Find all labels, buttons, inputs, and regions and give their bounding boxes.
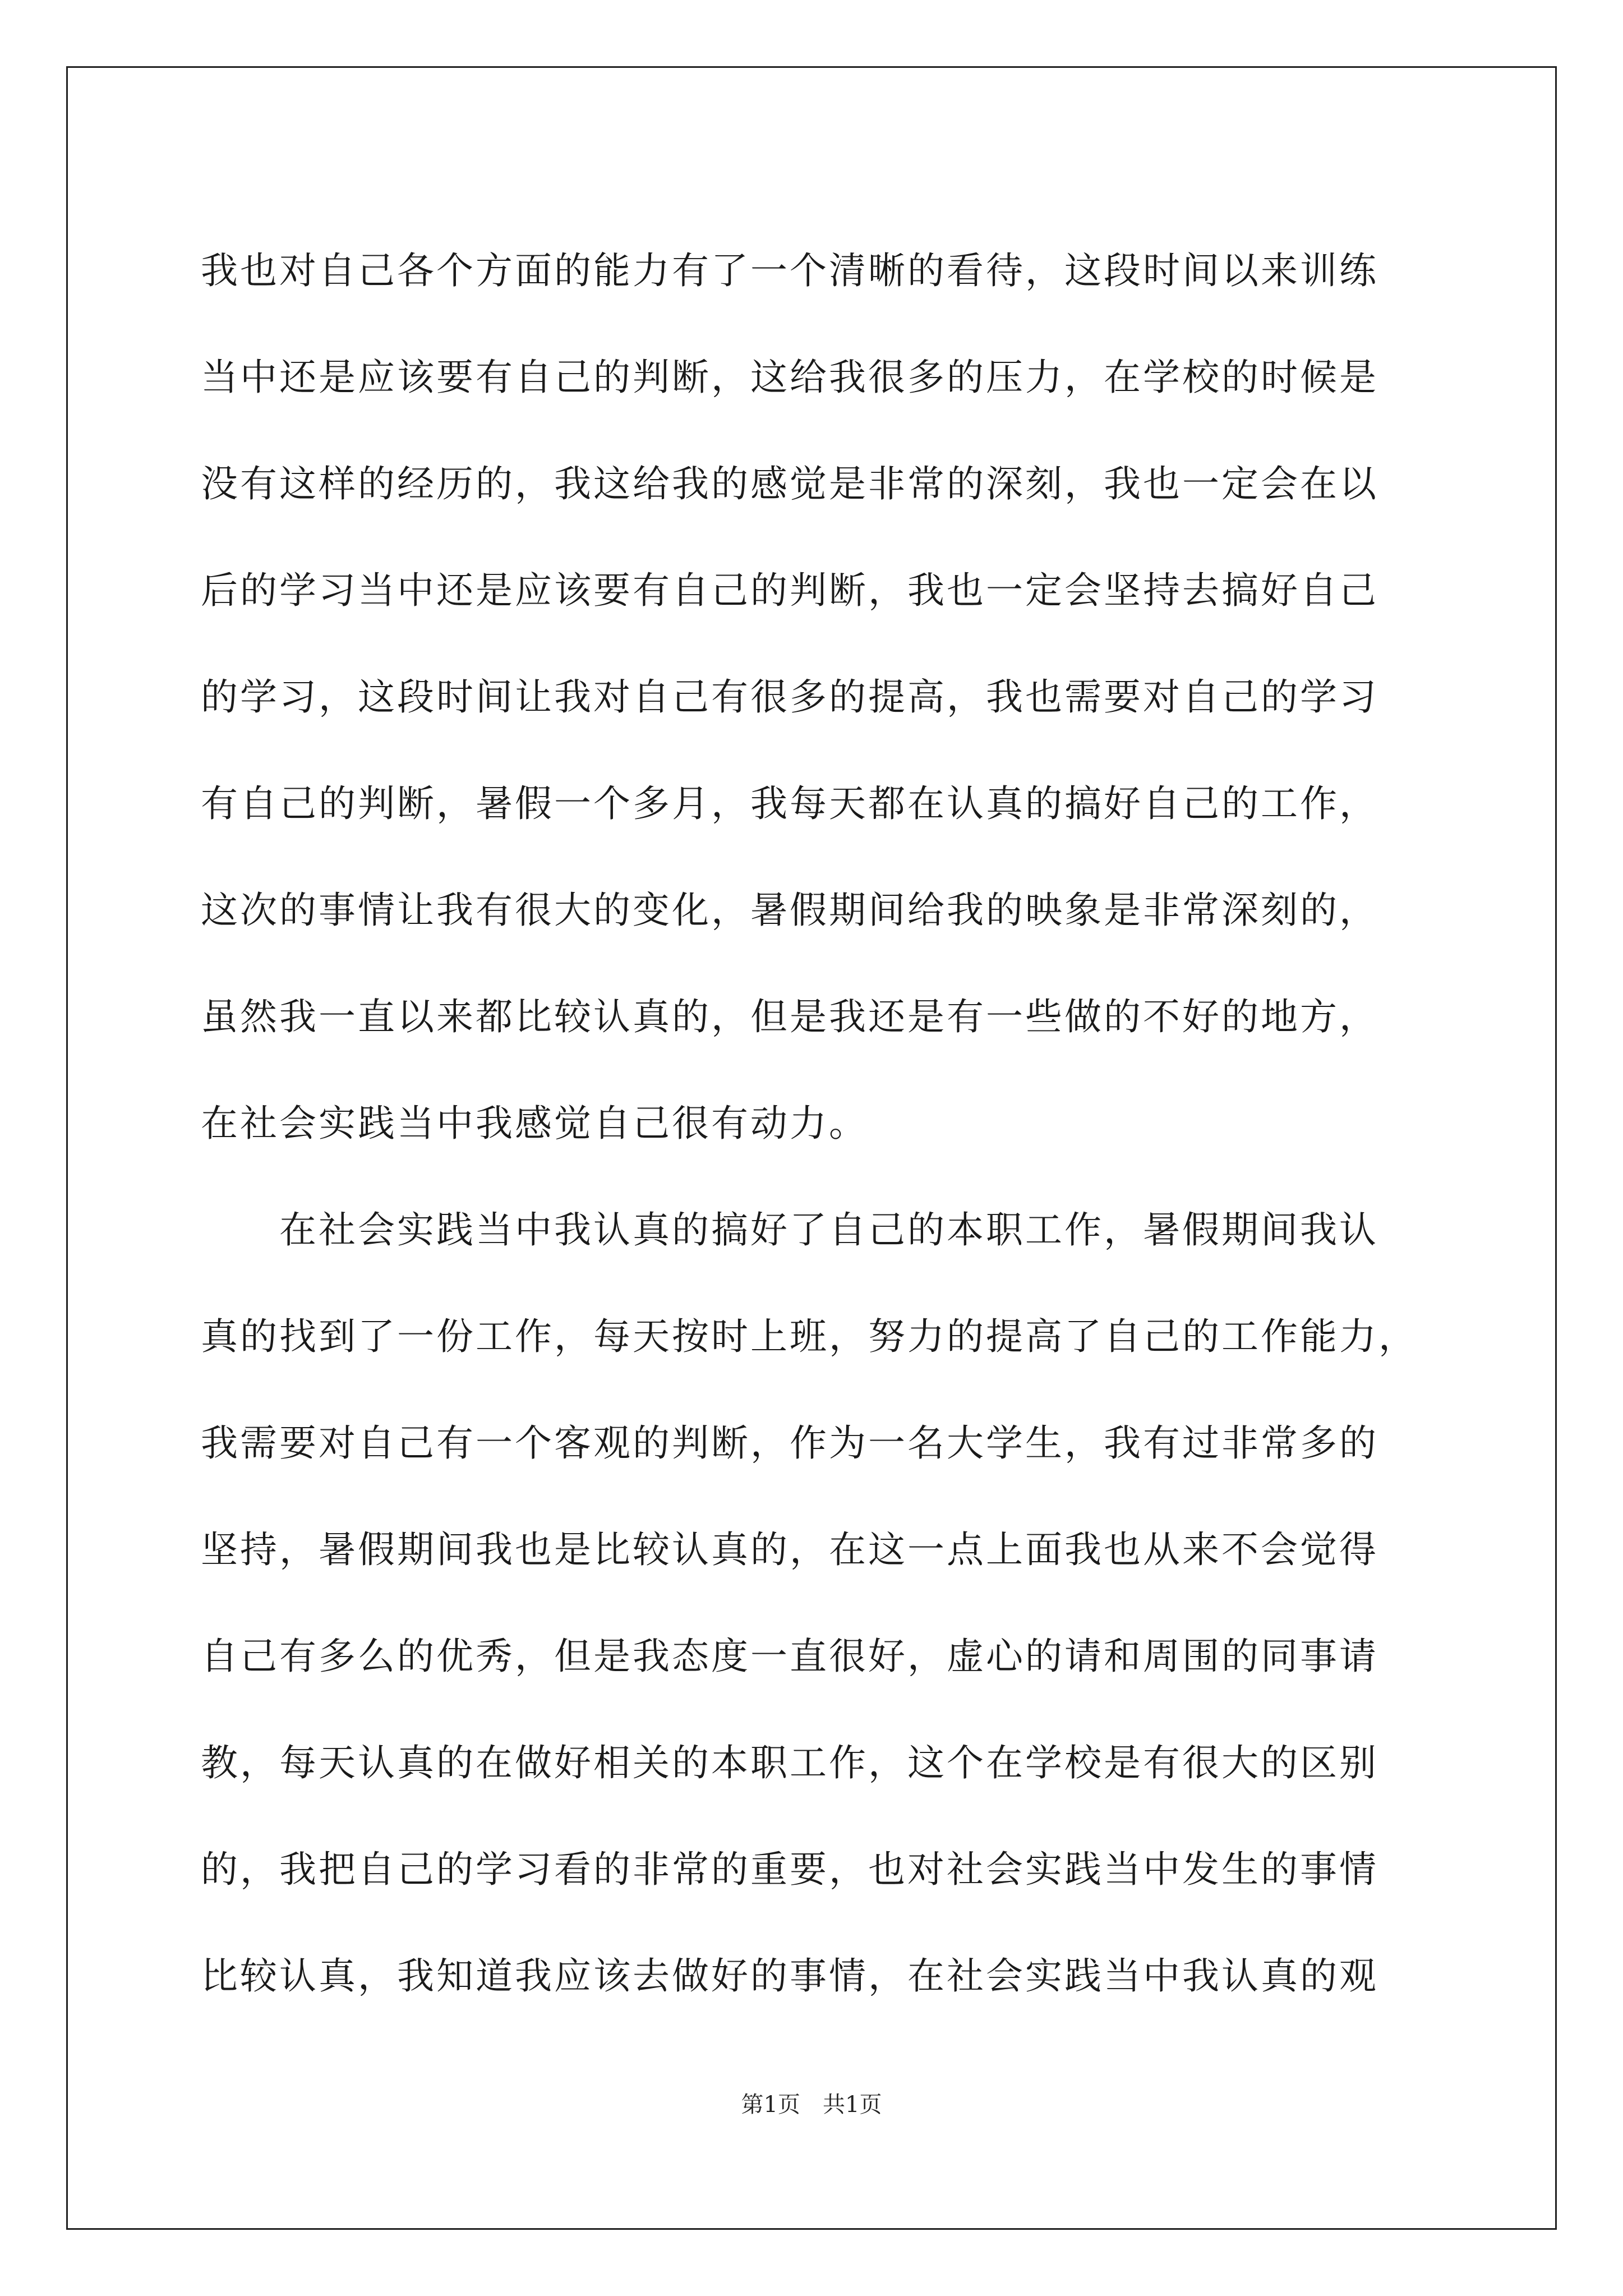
text-line: 自己有多么的优秀，但是我态度一直很好，虚心的请和周围的同事请: [201, 1635, 1378, 1678]
page-footer: 第1页 共1页: [741, 2092, 882, 2118]
document-body: [201, 218, 1440, 2030]
text-line: 真的找到了一份工作，每天按时上班，努力的提高了自己的工作能力，: [201, 1315, 1418, 1358]
text-line: 虽然我一直以来都比较认真的，但是我还是有一些做的不好的地方，: [201, 995, 1378, 1038]
text-line: 没有这样的经历的，我这给我的感觉是非常的深刻，我也一定会在以: [201, 462, 1378, 505]
text-line: 我需要对自己有一个客观的判断，作为一名大学生，我有过非常多的: [201, 1421, 1378, 1465]
text-line: 比较认真，我知道我应该去做好的事情，在社会实践当中我认真的观: [201, 1954, 1378, 1998]
text-line: 在社会实践当中我感觉自己很有动力。: [201, 1102, 868, 1145]
text-line: 这次的事情让我有很大的变化，暑假期间给我的映象是非常深刻的，: [201, 889, 1378, 932]
text-line: 我也对自己各个方面的能力有了一个清晰的看待，这段时间以来训练: [201, 249, 1378, 292]
text-line: 当中还是应该要有自己的判断，这给我很多的压力，在学校的时候是: [201, 356, 1378, 399]
text-line: 后的学习当中还是应该要有自己的判断，我也一定会坚持去搞好自己: [201, 569, 1378, 612]
text-line: 教，每天认真的在做好相关的本职工作，这个在学校是有很大的区别: [201, 1741, 1378, 1784]
text-line: 的学习，这段时间让我对自己有很多的提高，我也需要对自己的学习: [201, 675, 1378, 719]
text-line: 坚持，暑假期间我也是比较认真的，在这一点上面我也从来不会觉得: [201, 1528, 1378, 1571]
text-line: 的，我把自己的学习看的非常的重要，也对社会实践当中发生的事情: [201, 1848, 1378, 1891]
text-line: 在社会实践当中我认真的搞好了自己的本职工作，暑假期间我认: [279, 1208, 1378, 1251]
text-line: 有自己的判断，暑假一个多月，我每天都在认真的搞好自己的工作，: [201, 782, 1378, 825]
